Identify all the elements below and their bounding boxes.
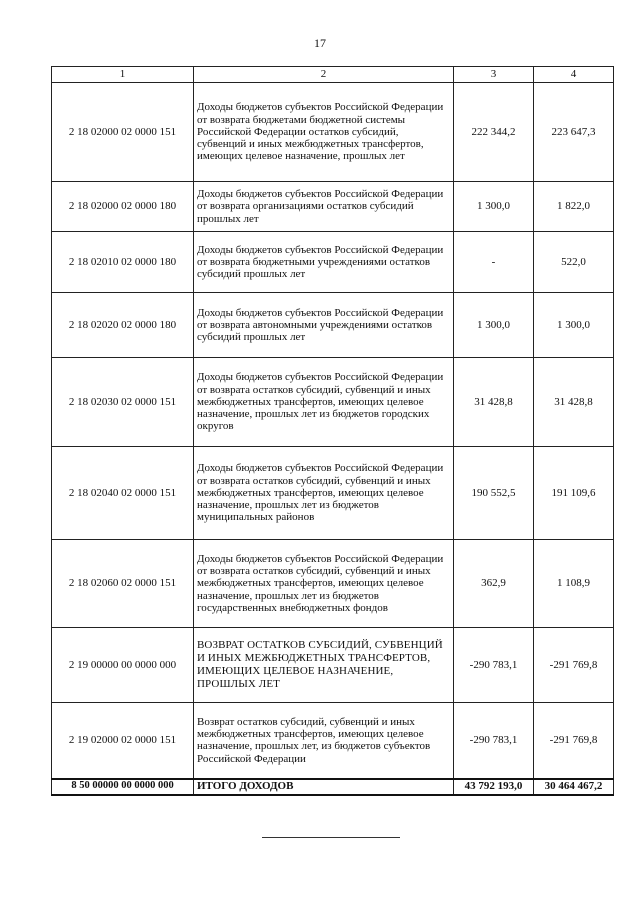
row-col-3: -290 783,1 xyxy=(454,628,534,703)
table-row xyxy=(52,447,614,540)
total-col-4: 30 464 467,2 xyxy=(534,779,614,795)
row-name: Доходы бюджетов субъектов Российской Федерации от возврата бюджетами бюджетной системы Российской Федерации остатков субсидий, субвенций и иных межбюджетных трансфертов, имеющих целевое назначение, прошлых лет xyxy=(194,83,454,182)
row-code: 2 19 00000 00 0000 000 xyxy=(52,628,194,703)
table-row xyxy=(52,83,614,182)
row-name: Доходы бюджетов субъектов Российской Федерации от возврата остатков субсидий, субвенций и иных межбюджетных трансфертов, имеющих целевое назначение, прошлых лет из бюджетов городских округов xyxy=(194,358,454,447)
row-col-4: 31 428,8 xyxy=(534,358,614,447)
row-name: Возврат остатков субсидий, субвенций и иных межбюджетных трансфертов, имеющих целевое назначение, прошлых лет, из бюджетов субъектов Российской Федерации xyxy=(194,703,454,779)
row-name: Доходы бюджетов субъектов Российской Федерации от возврата остатков субсидий, субвенций и иных межбюджетных трансфертов, имеющих целевое назначение, прошлых лет из бюджетов государственных внебюджетных фондов xyxy=(194,540,454,628)
row-col-3: 31 428,8 xyxy=(454,358,534,447)
total-code: 8 50 00000 00 0000 000 xyxy=(52,779,194,795)
row-col-4: 223 647,3 xyxy=(534,83,614,182)
table-row xyxy=(52,703,614,779)
row-code: 2 18 02030 02 0000 151 xyxy=(52,358,194,447)
row-col-4: 1 822,0 xyxy=(534,182,614,232)
row-code: 2 18 02020 02 0000 180 xyxy=(52,293,194,358)
row-code: 2 18 02000 02 0000 151 xyxy=(52,83,194,182)
row-col-3: 1 300,0 xyxy=(454,182,534,232)
row-col-4: 522,0 xyxy=(534,232,614,293)
row-col-4: -291 769,8 xyxy=(534,703,614,779)
table-header-row xyxy=(52,67,614,83)
row-col-4: 1 300,0 xyxy=(534,293,614,358)
table-row xyxy=(52,358,614,447)
table-row xyxy=(52,540,614,628)
header-col-1: 1 xyxy=(52,67,194,83)
row-col-4: 191 109,6 xyxy=(534,447,614,540)
row-col-3: 190 552,5 xyxy=(454,447,534,540)
table-row xyxy=(52,182,614,232)
table-row xyxy=(52,293,614,358)
row-col-3: - xyxy=(454,232,534,293)
table-row xyxy=(52,232,614,293)
row-col-3: -290 783,1 xyxy=(454,703,534,779)
row-col-3: 1 300,0 xyxy=(454,293,534,358)
table-row xyxy=(52,628,614,703)
row-code: 2 19 02000 02 0000 151 xyxy=(52,703,194,779)
row-col-3: 362,9 xyxy=(454,540,534,628)
row-col-4: 1 108,9 xyxy=(534,540,614,628)
header-col-4: 4 xyxy=(534,67,614,83)
row-name: Доходы бюджетов субъектов Российской Федерации от возврата остатков субсидий, субвенций и иных межбюджетных трансфертов, имеющих целевое назначение, прошлых лет из бюджетов муниципальных районов xyxy=(194,447,454,540)
header-col-2: 2 xyxy=(194,67,454,83)
row-col-4: -291 769,8 xyxy=(534,628,614,703)
row-name: Доходы бюджетов субъектов Российской Федерации от возврата бюджетными учреждениями остатков субсидий прошлых лет xyxy=(194,232,454,293)
total-label: ИТОГО ДОХОДОВ xyxy=(194,779,454,795)
footer-divider xyxy=(262,837,400,838)
revenue-table xyxy=(51,66,614,796)
header-col-3: 3 xyxy=(454,67,534,83)
row-name: ВОЗВРАТ ОСТАТКОВ СУБСИДИЙ, СУБВЕНЦИЙ И ИНЫХ МЕЖБЮДЖЕТНЫХ ТРАНСФЕРТОВ, ИМЕЮЩИХ ЦЕЛЕВОЕ НАЗНАЧЕНИЕ, ПРОШЛЫХ ЛЕТ xyxy=(194,628,454,703)
page-number: 17 xyxy=(314,36,326,50)
row-code: 2 18 02040 02 0000 151 xyxy=(52,447,194,540)
total-row xyxy=(52,779,614,795)
row-code: 2 18 02060 02 0000 151 xyxy=(52,540,194,628)
row-name: Доходы бюджетов субъектов Российской Федерации от возврата автономными учреждениями остатков субсидий прошлых лет xyxy=(194,293,454,358)
row-code: 2 18 02010 02 0000 180 xyxy=(52,232,194,293)
total-col-3: 43 792 193,0 xyxy=(454,779,534,795)
row-code: 2 18 02000 02 0000 180 xyxy=(52,182,194,232)
row-name: Доходы бюджетов субъектов Российской Федерации от возврата организациями остатков субсидий прошлых лет xyxy=(194,182,454,232)
row-col-3: 222 344,2 xyxy=(454,83,534,182)
